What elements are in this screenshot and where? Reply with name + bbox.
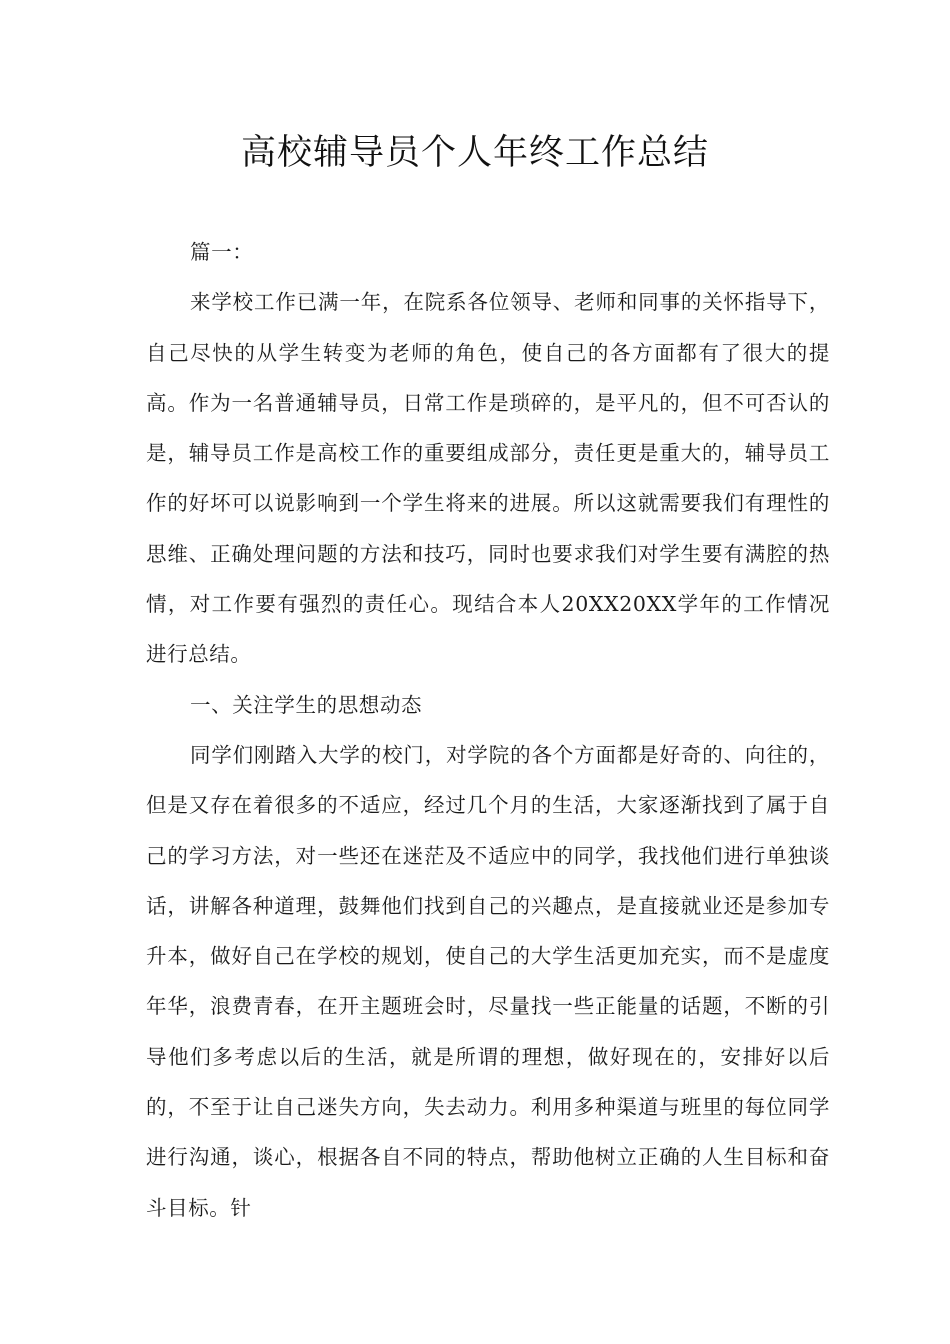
document-title: 高校辅导员个人年终工作总结 xyxy=(240,133,709,173)
intro-paragraph: 来学校工作已满一年，在院系各位领导、老师和同事的关怀指导下，自己尽快的从学生转变为老师的角色，使自己的各方面都有了很大的提高。作为一名普通辅导员，日常工作是琐碎的，是平凡的，但不可否认的是，辅导员工作是高校工作的重要组成部分，责任更是重大的，辅导员工作的好坏可以说影响到一个学生将来的进展。所以这就需要我们有理性的思维、正确处理问题的方法和技巧，同时也要求我们对学生要有满腔的热情，对工作要有强烈的责任心。现结合本人20XX20XX学年的工作情况进行总结。 xyxy=(146,290,830,667)
section-heading: 一、关注学生的思想动态 xyxy=(190,692,423,717)
section-label: 篇一： xyxy=(190,240,254,264)
body-paragraph: 同学们刚踏入大学的校门，对学院的各个方面都是好奇的、向往的，但是又存在着很多的不适应，经过几个月的生活，大家逐渐找到了属于自己的学习方法，对一些还在迷茫及不适应中的同学，我找他们进行单独谈话，讲解各种道理，鼓舞他们找到自己的兴趣点，是直接就业还是参加专升本，做好自己在学校的规划，使自己的大学生活更加充实，而不是虚度年华，浪费青春，在开主题班会时，尽量找一些正能量的话题，不断的引导他们多考虑以后的生活，就是所谓的理想，做好现在的，安排好以后的，不至于让自己迷失方向，失去动力。利用多种渠道与班里的每位同学进行沟通，谈心，根据各自不同的特点，帮助他树立正确的人生目标和奋斗目标。针 xyxy=(146,742,830,1220)
document-body xyxy=(146,227,830,1233)
